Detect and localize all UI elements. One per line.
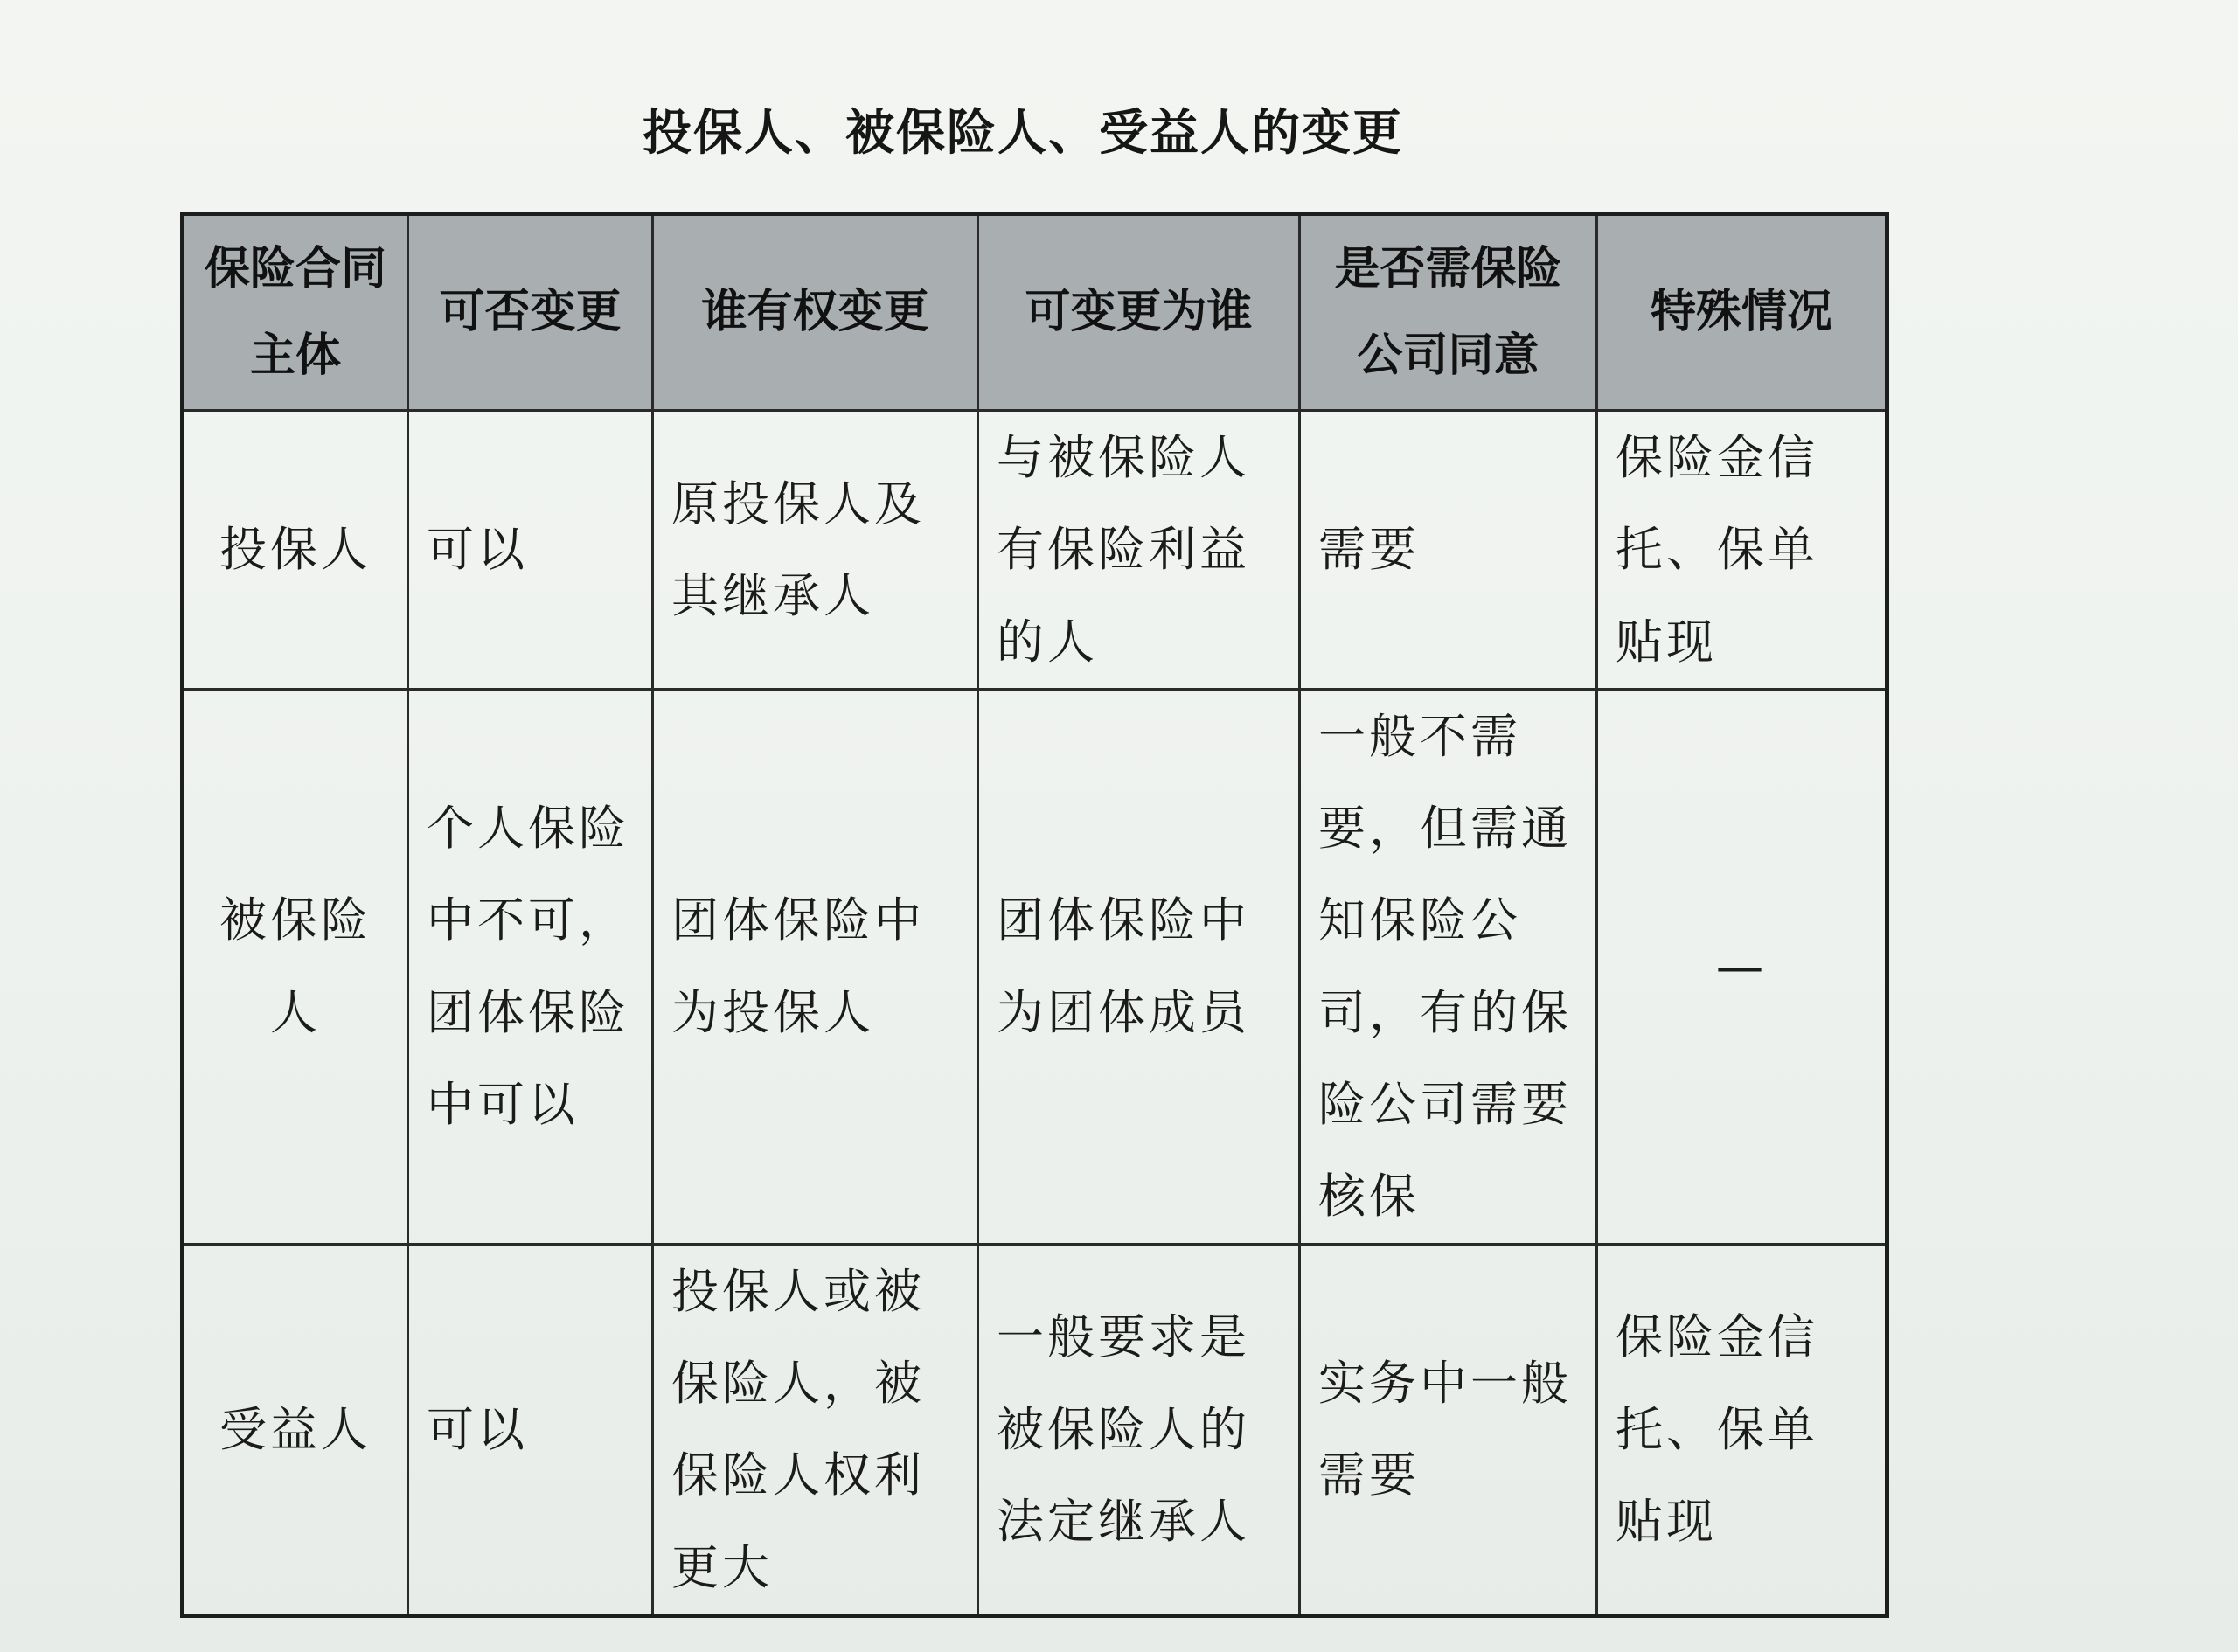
cell-need-consent: 实务中一般需要 [1300, 1244, 1597, 1615]
table-row [183, 689, 1887, 1244]
cell-subject: 投保人 [183, 411, 408, 690]
page-title: 投保人、被保险人、受益人的变更 [643, 105, 1403, 162]
cell-subject: 被保险人 [183, 689, 408, 1244]
header-change-to: 可变更为谁 [978, 214, 1300, 411]
header-who-can-change: 谁有权变更 [653, 214, 978, 411]
cell-who-can-change: 投保人或被保险人，被保险人权利更大 [653, 1244, 978, 1615]
cell-need-consent: 一般不需要，但需通知保险公司，有的保险公司需要核保 [1300, 689, 1597, 1244]
cell-special: — [1597, 689, 1887, 1244]
table-header-row [183, 214, 1887, 411]
cell-change-to: 一般要求是被保险人的法定继承人 [978, 1244, 1300, 1615]
change-table [180, 212, 1889, 1618]
cell-special: 保险金信托、保单贴现 [1597, 1244, 1887, 1615]
cell-change-to: 与被保险人有保险利益的人 [978, 411, 1300, 690]
cell-who-can-change: 团体保险中为投保人 [653, 689, 978, 1244]
header-special: 特殊情况 [1597, 214, 1887, 411]
cell-who-can-change: 原投保人及其继承人 [653, 411, 978, 690]
header-changeable: 可否变更 [408, 214, 653, 411]
cell-change-to: 团体保险中为团体成员 [978, 689, 1300, 1244]
cell-subject: 受益人 [183, 1244, 408, 1615]
header-subject: 保险合同主体 [183, 214, 408, 411]
cell-special: 保险金信托、保单贴现 [1597, 411, 1887, 690]
table-row [183, 411, 1887, 690]
header-need-consent: 是否需保险公司同意 [1300, 214, 1597, 411]
cell-changeable: 可以 [408, 411, 653, 690]
cell-changeable: 个人保险中不可，团体保险中可以 [408, 689, 653, 1244]
cell-need-consent: 需要 [1300, 411, 1597, 690]
cell-changeable: 可以 [408, 1244, 653, 1615]
change-table-container [180, 212, 1885, 1595]
table-row [183, 1244, 1887, 1615]
